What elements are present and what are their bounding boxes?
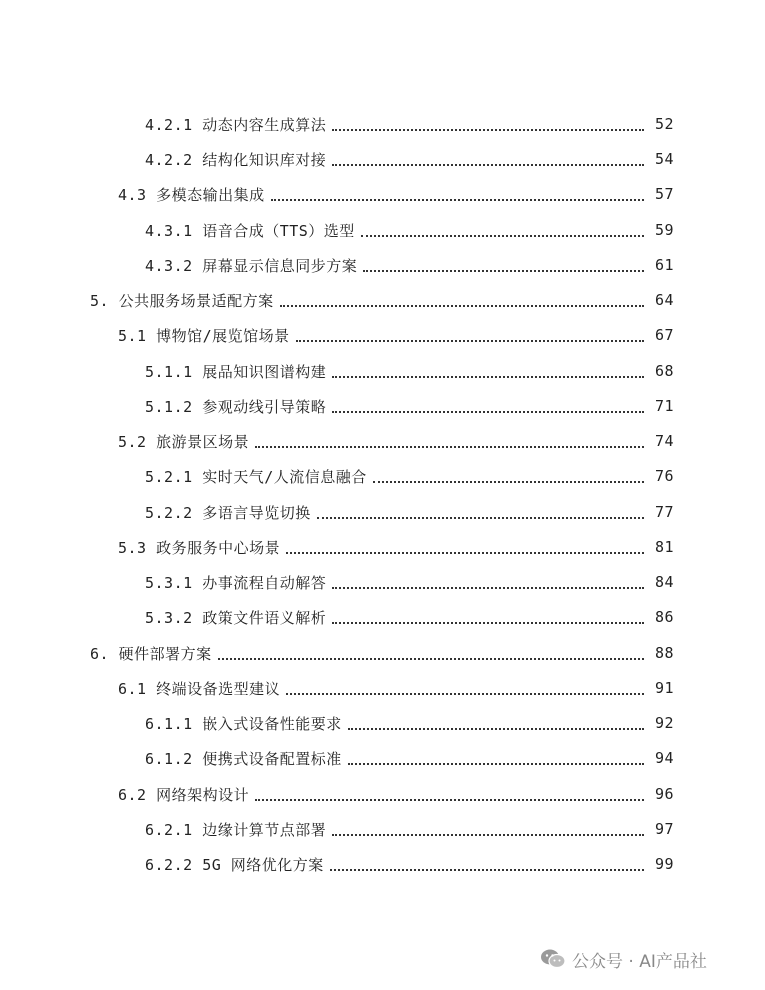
toc-entry-number: 6. — [90, 644, 110, 663]
toc-entry-title: 屏幕显示信息同步方案 — [202, 256, 358, 275]
dot-leader — [348, 762, 644, 765]
toc-entry-page: 99 — [654, 855, 674, 873]
wechat-icon — [540, 948, 566, 970]
toc-entry-4-3-2[interactable] — [145, 253, 674, 277]
toc-entry-page: 76 — [654, 467, 674, 485]
toc-entry-number: 5.3 — [118, 538, 147, 557]
dot-leader — [332, 128, 644, 131]
dot-leader — [271, 198, 644, 201]
toc-entry-page: 67 — [654, 326, 674, 344]
toc-entry-number: 6.2.2 — [145, 855, 193, 874]
toc-entry-6-2-1[interactable] — [145, 817, 674, 841]
toc-entry-page: 64 — [654, 291, 674, 309]
toc-entry-5-1[interactable] — [118, 323, 674, 347]
toc-entry-title: 政务服务中心场景 — [156, 538, 281, 557]
toc-entry-page: 74 — [654, 432, 674, 450]
toc-entry-title: 参观动线引导策略 — [202, 397, 327, 416]
toc-entry-title: 动态内容生成算法 — [202, 115, 327, 134]
dot-leader — [361, 234, 644, 237]
toc-entry-number: 5. — [90, 291, 110, 310]
toc-entry-title: 多语言导览切换 — [202, 503, 311, 522]
toc-entry-number: 6.1.1 — [145, 714, 193, 733]
toc-entry-number: 4.3.2 — [145, 256, 193, 275]
toc-entry-label — [145, 748, 348, 769]
toc-entry-label — [145, 361, 332, 382]
toc-entry-number: 5.2.2 — [145, 503, 193, 522]
toc-entry-title: 5G 网络优化方案 — [202, 855, 324, 874]
toc-entry-title: 网络架构设计 — [156, 785, 250, 804]
toc-entry-label — [145, 854, 330, 875]
toc-entry-page: 68 — [654, 362, 674, 380]
toc-entry-page: 97 — [654, 820, 674, 838]
toc-entry-6-1[interactable] — [118, 676, 674, 700]
toc-entry-5-3-2[interactable] — [145, 605, 674, 629]
toc-entry-title: 多模态输出集成 — [156, 185, 265, 204]
toc-entry-number: 6.2.1 — [145, 820, 193, 839]
dot-leader — [280, 304, 644, 307]
dot-leader — [332, 410, 644, 413]
toc-entry-label — [90, 290, 280, 311]
dot-leader — [218, 657, 644, 660]
toc-entry-page: 81 — [654, 538, 674, 556]
toc-entry-page: 88 — [654, 644, 674, 662]
dot-leader — [363, 269, 644, 272]
toc-entry-page: 84 — [654, 573, 674, 591]
toc-entry-title: 语音合成（TTS）选型 — [202, 221, 355, 240]
toc-entry-page: 94 — [654, 749, 674, 767]
toc-entry-4-2-2[interactable] — [145, 147, 674, 171]
toc-entry-title: 硬件部署方案 — [118, 644, 212, 663]
toc-entry-number: 5.2 — [118, 432, 147, 451]
toc-entry-title: 政策文件语义解析 — [202, 608, 327, 627]
toc-entry-page: 61 — [654, 256, 674, 274]
toc-entry-number: 6.1.2 — [145, 749, 193, 768]
toc-entry-title: 终端设备选型建议 — [156, 679, 281, 698]
dot-leader — [255, 445, 644, 448]
dot-leader — [286, 551, 644, 554]
toc-entry-title: 办事流程自动解答 — [202, 573, 327, 592]
toc-entry-label — [90, 643, 218, 664]
toc-entry-number: 5.2.1 — [145, 467, 193, 486]
toc-entry-5-2[interactable] — [118, 429, 674, 453]
dot-leader — [330, 868, 644, 871]
toc-entry-page: 91 — [654, 679, 674, 697]
toc-entry-label — [145, 502, 317, 523]
toc-entry-label — [118, 678, 286, 699]
toc-entry-5-1-1[interactable] — [145, 359, 674, 383]
toc-entry-number: 6.2 — [118, 785, 147, 804]
toc-entry-label — [118, 431, 255, 452]
dot-leader — [373, 480, 644, 483]
toc-entry-page: 92 — [654, 714, 674, 732]
toc-entry-label — [145, 220, 361, 241]
toc-entry-title: 旅游景区场景 — [156, 432, 250, 451]
toc-entry-label — [145, 819, 332, 840]
toc-entry-number: 4.2.2 — [145, 150, 193, 169]
toc-entry-title: 公共服务场景适配方案 — [118, 291, 274, 310]
toc-entry-label — [118, 325, 296, 346]
toc-entry-page: 54 — [654, 150, 674, 168]
toc-entry-label — [145, 114, 332, 135]
toc-entry-6-1-2[interactable] — [145, 746, 674, 770]
dot-leader — [286, 692, 644, 695]
dot-leader — [317, 516, 644, 519]
toc-entry-number: 5.1 — [118, 326, 147, 345]
toc-entry-label — [145, 149, 332, 170]
toc-entry-label — [118, 784, 255, 805]
toc-entry-label — [118, 537, 286, 558]
toc-entry-5-2-1[interactable] — [145, 464, 674, 488]
toc-entry-4-2-1[interactable] — [145, 112, 674, 136]
toc-entry-number: 5.1.2 — [145, 397, 193, 416]
toc-entry-number: 4.2.1 — [145, 115, 193, 134]
toc-entry-4-3[interactable] — [118, 182, 674, 206]
toc-entry-label — [145, 396, 332, 417]
toc-entry-number: 4.3 — [118, 185, 147, 204]
toc-entry-label — [145, 572, 332, 593]
toc-entry-title: 便携式设备配置标准 — [202, 749, 342, 768]
dot-leader — [332, 621, 644, 624]
toc-entry-number: 5.3.1 — [145, 573, 193, 592]
toc-entry-6[interactable] — [90, 641, 674, 665]
toc-entry-5-1-2[interactable] — [145, 394, 674, 418]
dot-leader — [332, 163, 644, 166]
toc-entry-page: 86 — [654, 608, 674, 626]
toc-entry-label — [145, 466, 373, 487]
toc-entry-6-2[interactable] — [118, 782, 674, 806]
dot-leader — [332, 375, 644, 378]
toc-entry-title: 实时天气/人流信息融合 — [202, 467, 367, 486]
watermark — [540, 945, 707, 973]
toc-entry-title: 展品知识图谱构建 — [202, 362, 327, 381]
toc-entry-number: 5.3.2 — [145, 608, 193, 627]
toc-entry-number: 6.1 — [118, 679, 147, 698]
toc-entry-label — [145, 713, 348, 734]
toc-entry-page: 59 — [654, 221, 674, 239]
toc-entry-page: 77 — [654, 503, 674, 521]
toc-entry-5-3-1[interactable] — [145, 570, 674, 594]
toc-entry-5[interactable] — [90, 288, 674, 312]
dot-leader — [296, 339, 644, 342]
toc-entry-5-2-2[interactable] — [145, 500, 674, 524]
toc-entry-6-2-2[interactable] — [145, 852, 674, 876]
toc-entry-number: 4.3.1 — [145, 221, 193, 240]
toc-entry-page: 71 — [654, 397, 674, 415]
toc-entry-number: 5.1.1 — [145, 362, 193, 381]
toc-entry-title: 结构化知识库对接 — [202, 150, 327, 169]
toc-entry-5-3[interactable] — [118, 535, 674, 559]
toc-entry-page: 96 — [654, 785, 674, 803]
toc-entry-6-1-1[interactable] — [145, 711, 674, 735]
dot-leader — [255, 798, 644, 801]
toc-entry-label — [145, 255, 363, 276]
toc-entry-title: 嵌入式设备性能要求 — [202, 714, 342, 733]
dot-leader — [348, 727, 644, 730]
toc-entry-page: 52 — [654, 115, 674, 133]
dot-leader — [332, 833, 644, 836]
toc-entry-title: 博物馆/展览馆场景 — [156, 326, 290, 345]
dot-leader — [332, 586, 644, 589]
toc-entry-title: 边缘计算节点部署 — [202, 820, 327, 839]
toc-entry-label — [145, 607, 332, 628]
toc-entry-page: 57 — [654, 185, 674, 203]
watermark-text: 公众号 · AI产品社 — [572, 951, 707, 972]
toc-entry-label — [118, 184, 271, 205]
toc-entry-4-3-1[interactable] — [145, 218, 674, 242]
